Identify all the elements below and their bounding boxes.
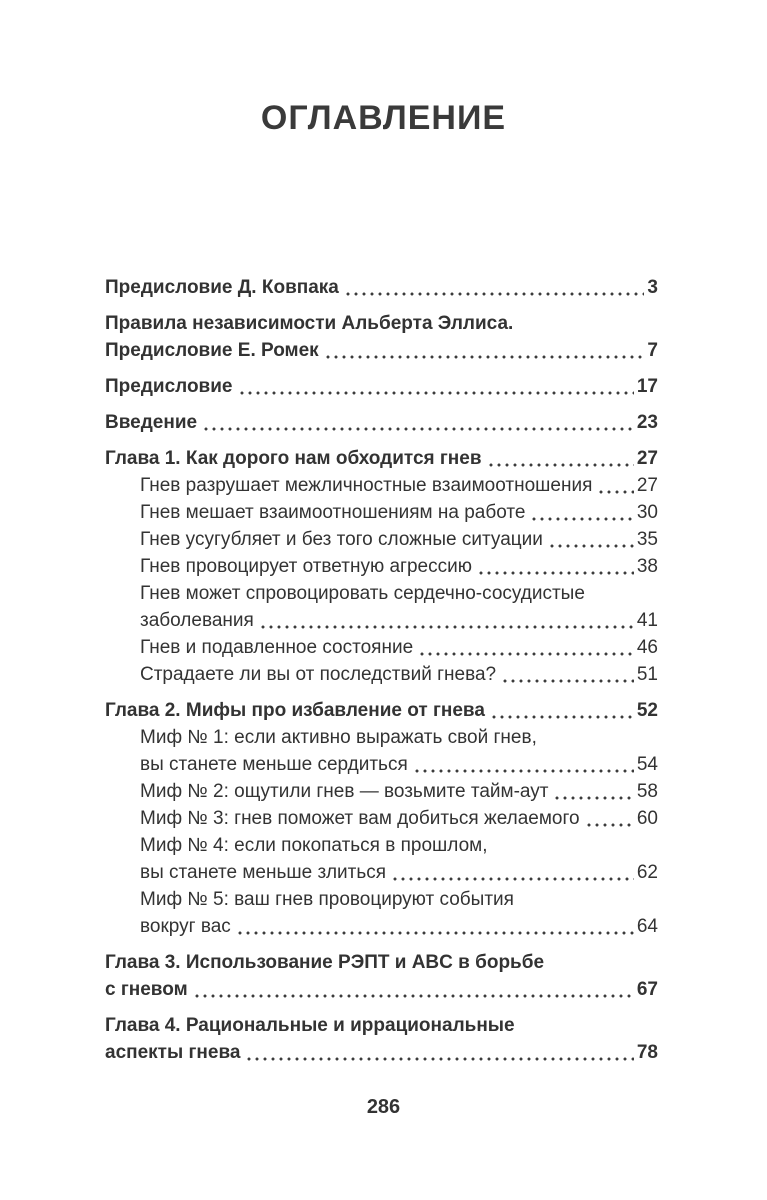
toc-entry-text: Миф № 5: ваш гнев провоцируют события — [140, 889, 514, 910]
toc-entry-line — [140, 886, 658, 913]
toc-entry-text: Гнев провоцирует ответную агрессию — [140, 556, 472, 577]
page-title: ОГЛАВЛЕНИЕ — [260, 99, 507, 137]
toc-entry-page: 78 — [636, 1042, 658, 1063]
toc-entry-page: 52 — [636, 700, 658, 721]
toc-entry-line — [140, 607, 658, 634]
toc-entry-page: 60 — [636, 808, 658, 829]
dot-leader — [259, 607, 634, 634]
toc-entry-text: Введение — [105, 412, 198, 433]
toc-entry-line — [105, 337, 658, 364]
toc-entry-line — [105, 409, 658, 436]
toc-entry-page: 27 — [636, 448, 658, 469]
dot-leader — [597, 472, 633, 499]
dot-leader — [324, 337, 645, 364]
toc-entry-line — [105, 373, 658, 400]
toc-entry — [105, 580, 658, 634]
toc-entry-text: Глава 1. Как дорого нам обходится гнев — [105, 448, 482, 469]
dot-leader — [585, 805, 634, 832]
toc-entry-text: Правила независимости Альберта Эллиса. — [105, 313, 514, 334]
toc-entry-page: 3 — [647, 277, 658, 298]
toc-entry — [105, 553, 658, 580]
toc-entry — [105, 661, 658, 688]
toc-entry — [105, 526, 658, 553]
toc-entry-line — [140, 832, 658, 859]
toc-entry — [105, 274, 658, 301]
toc-entry-text: Предисловие — [105, 376, 233, 397]
toc-entry-line — [140, 580, 658, 607]
dot-leader — [344, 274, 645, 301]
toc-entry-text: Глава 3. Использование РЭПТ и ABC в борьбе — [105, 952, 545, 973]
dot-leader — [490, 697, 634, 724]
toc-entry-page: 41 — [636, 610, 658, 631]
toc-entry — [105, 409, 658, 436]
toc-entry-line — [105, 1039, 658, 1066]
toc-entry-text: вокруг вас — [140, 916, 231, 937]
toc-entry-page: 58 — [636, 781, 658, 802]
toc-entry-line — [105, 697, 658, 724]
toc-entry-line — [105, 1012, 658, 1039]
toc-entry-line — [140, 661, 658, 688]
toc-entry-line — [105, 310, 658, 337]
toc-entry-text: Гнев может спровоцировать сердечно-сосудистые — [140, 583, 585, 604]
toc-entry-line — [140, 805, 658, 832]
toc-entry-line — [105, 949, 658, 976]
dot-leader — [202, 409, 634, 436]
toc-entry-line — [140, 499, 658, 526]
toc-entry — [105, 724, 658, 778]
dot-leader — [418, 634, 634, 661]
dot-leader — [391, 859, 634, 886]
toc-entry-line — [140, 472, 658, 499]
toc-entry — [105, 886, 658, 940]
toc-entry-line — [105, 274, 658, 301]
toc-entry-page: 51 — [636, 664, 658, 685]
toc-entry-page: 62 — [636, 862, 658, 883]
toc-entry — [105, 445, 658, 472]
toc-entry-text: Страдаете ли вы от последствий гнева? — [140, 664, 497, 685]
toc-entry-text: Миф № 3: гнев поможет вам добиться желаемого — [140, 808, 580, 829]
toc-entry-line — [140, 859, 658, 886]
toc-entry-text: Гнев разрушает межличностные взаимоотношения — [140, 475, 593, 496]
toc-list — [105, 274, 658, 1066]
dot-leader — [477, 553, 634, 580]
dot-leader — [487, 445, 634, 472]
toc-entry — [105, 310, 658, 364]
toc-entry-page: 17 — [636, 376, 658, 397]
toc-entry-text: вы станете меньше злиться — [140, 862, 387, 883]
toc-entry-page: 67 — [636, 979, 658, 1000]
toc-entry — [105, 634, 658, 661]
toc-entry-line — [140, 913, 658, 940]
toc-entry — [105, 373, 658, 400]
toc-entry-page: 23 — [636, 412, 658, 433]
toc-entry-line — [140, 526, 658, 553]
toc-entry-line — [140, 553, 658, 580]
dot-leader — [553, 778, 633, 805]
toc-entry-line — [105, 976, 658, 1003]
toc-entry-text: Глава 2. Мифы про избавление от гнева — [105, 700, 485, 721]
toc-entry-text: Гнев мешает взаимоотношениям на работе — [140, 502, 526, 523]
toc-entry-text: Предисловие Е. Ромек — [105, 340, 319, 361]
dot-leader — [193, 976, 634, 1003]
toc-entry — [105, 778, 658, 805]
toc-entry-line — [140, 751, 658, 778]
toc-entry-page: 54 — [636, 754, 658, 775]
toc-entry-text: Гнев и подавленное состояние — [140, 637, 414, 658]
toc-entry-page: 64 — [636, 916, 658, 937]
toc-entry-page: 38 — [636, 556, 658, 577]
toc-entry — [105, 697, 658, 724]
toc-entry-text: Предисловие Д. Ковпака — [105, 277, 339, 298]
toc-entry-line — [140, 778, 658, 805]
toc-entry-text: Гнев усугубляет и без того сложные ситуации — [140, 529, 543, 550]
dot-leader — [501, 661, 634, 688]
toc-entry-page: 46 — [636, 637, 658, 658]
toc-entry-text: с гневом — [105, 979, 188, 1000]
toc-entry-text: Миф № 4: если покопаться в прошлом, — [140, 835, 488, 856]
toc-entry — [105, 949, 658, 1003]
dot-leader — [548, 526, 634, 553]
dot-leader — [236, 913, 634, 940]
toc-entry-text: Миф № 2: ощутили гнев — возьмите тайм-аут — [140, 781, 549, 802]
toc-entry-text: заболевания — [140, 610, 254, 631]
toc-entry-line — [105, 445, 658, 472]
toc-entry-line — [140, 634, 658, 661]
toc-entry-page: 35 — [636, 529, 658, 550]
dot-leader — [413, 751, 634, 778]
toc-entry — [105, 832, 658, 886]
toc-entry-text: Миф № 1: если активно выражать свой гнев, — [140, 727, 537, 748]
toc-entry-page: 7 — [647, 340, 658, 361]
dot-leader — [245, 1039, 633, 1066]
toc-entry — [105, 499, 658, 526]
toc-entry — [105, 472, 658, 499]
toc-entry-page: 27 — [636, 475, 658, 496]
toc-entry-text: Глава 4. Рациональные и иррациональные — [105, 1015, 515, 1036]
dot-leader — [238, 373, 634, 400]
toc-entry-line — [140, 724, 658, 751]
toc-entry-page: 30 — [636, 502, 658, 523]
dot-leader — [530, 499, 633, 526]
toc-entry — [105, 805, 658, 832]
toc-entry-text: аспекты гнева — [105, 1042, 241, 1063]
footer-page-number: 286 — [366, 1096, 401, 1118]
toc-entry — [105, 1012, 658, 1066]
toc-entry-text: вы станете меньше сердиться — [140, 754, 408, 775]
